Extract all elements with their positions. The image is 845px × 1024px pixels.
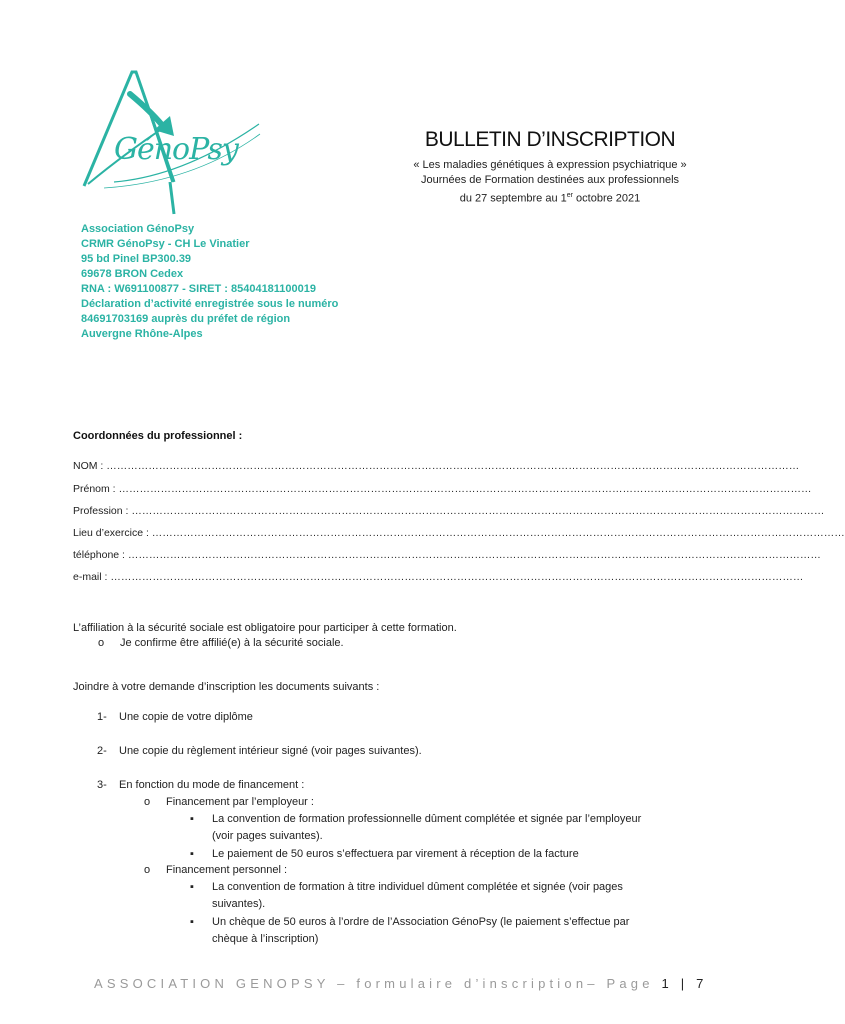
sub-sub-item bbox=[190, 848, 579, 860]
field-lieu-exercice[interactable] bbox=[73, 527, 845, 539]
page-title: BULLETIN D’INSCRIPTION bbox=[424, 128, 676, 151]
subtitle-date-end: octobre 2021 bbox=[572, 192, 641, 205]
field-prenom[interactable] bbox=[73, 483, 812, 495]
field-profession[interactable] bbox=[73, 505, 825, 517]
subtitle-line-1: « Les maladies génétiques à expression psychiatrique » bbox=[413, 159, 687, 171]
square-bullet-icon: ▪ bbox=[190, 881, 194, 893]
association-line: Auvergne Rhône-Alpes bbox=[81, 328, 203, 340]
list-item-text: Une copie du règlement intérieur signé (voir pages suivantes). bbox=[119, 745, 422, 757]
field-label: NOM : bbox=[73, 460, 107, 472]
subtitle-date-start: du 27 septembre au 1 bbox=[459, 192, 567, 205]
list-number: 2- bbox=[97, 745, 107, 757]
field-telephone[interactable] bbox=[73, 549, 821, 561]
association-address bbox=[81, 222, 338, 342]
subtitle-date-sup: er bbox=[566, 192, 573, 199]
field-dots: ……………………………………………………………………………………………………………………………………………………………………………… bbox=[127, 549, 821, 561]
footer-text: ASSOCIATION GENOPSY – formulaire d’inscription– Page bbox=[94, 976, 654, 991]
list-item-text: Une copie de votre diplôme bbox=[119, 711, 253, 723]
list-item-1 bbox=[97, 711, 253, 723]
footer-page-total: 7 bbox=[696, 976, 708, 991]
field-label: Profession : bbox=[73, 505, 132, 517]
sub-sub-item bbox=[190, 813, 641, 825]
genopsy-logo bbox=[74, 64, 264, 224]
association-line: 95 bd Pinel BP300.39 bbox=[81, 253, 192, 265]
square-bullet-icon: ▪ bbox=[190, 848, 194, 860]
list-number: 3- bbox=[97, 779, 107, 791]
association-line: 84691703169 auprès du préfet de région bbox=[81, 313, 291, 325]
field-label: Lieu d’exercice : bbox=[73, 527, 152, 539]
sub-item-employer bbox=[144, 796, 314, 808]
checkbox-marker-icon[interactable]: o bbox=[98, 637, 105, 649]
section-title-coordonnees: Coordonnées du professionnel : bbox=[73, 430, 243, 442]
list-number: 1- bbox=[97, 711, 107, 723]
list-item-3 bbox=[97, 779, 304, 791]
association-line: RNA : W691100877 - SIRET : 85404181100019 bbox=[81, 283, 317, 295]
association-line: Déclaration d’activité enregistrée sous le numéro bbox=[81, 298, 339, 310]
subtitle-line-3 bbox=[340, 188, 760, 207]
affiliation-notice: L’affiliation à la sécurité sociale est obligatoire pour participer à cette formation. bbox=[73, 622, 457, 634]
sub-sub-item-continuation: suivantes). bbox=[212, 898, 266, 910]
association-line: CRMR GénoPsy - CH Le Vinatier bbox=[81, 238, 250, 250]
affiliation-checkbox[interactable] bbox=[98, 637, 344, 649]
sub-sub-item-text: La convention de formation professionnelle dûment complétée et signée par l’employeur bbox=[212, 813, 642, 825]
sub-item-text: Financement personnel : bbox=[166, 864, 288, 876]
sub-sub-item-text: Un chèque de 50 euros à l’ordre de l’Association GénoPsy (le paiement s’effectue par bbox=[212, 916, 630, 928]
circle-bullet-icon: o bbox=[144, 796, 151, 808]
field-label: e-mail : bbox=[73, 571, 111, 583]
sub-sub-item bbox=[190, 916, 629, 928]
affiliation-option-text: Je confirme être affilié(e) à la sécurité sociale. bbox=[120, 637, 344, 649]
sub-sub-item-text: Le paiement de 50 euros s’effectuera par virement à réception de la facture bbox=[212, 848, 579, 860]
sub-sub-item-continuation: (voir pages suivantes). bbox=[212, 830, 323, 842]
list-item-text: En fonction du mode de financement : bbox=[119, 779, 305, 791]
field-dots: ……………………………………………………………………………………………………………………………………………………………………………… bbox=[151, 527, 845, 539]
list-item-2 bbox=[97, 745, 422, 757]
field-dots: ……………………………………………………………………………………………………………………………………………………………………………… bbox=[110, 571, 804, 583]
sub-sub-item-continuation: chèque à l’inscription) bbox=[212, 933, 319, 945]
sub-sub-item-text: La convention de formation à titre individuel dûment complétée et signée (voir pages bbox=[212, 881, 623, 893]
field-email[interactable] bbox=[73, 571, 804, 583]
title-block bbox=[340, 128, 760, 207]
field-dots: ……………………………………………………………………………………………………………………………………………………………………………… bbox=[118, 483, 812, 495]
association-line: 69678 BRON Cedex bbox=[81, 268, 184, 280]
sub-item-text: Financement par l’employeur : bbox=[166, 796, 314, 808]
footer-page-number: 1 bbox=[661, 976, 673, 991]
association-line: Association GénoPsy bbox=[81, 223, 195, 235]
subtitle-line-2: Journées de Formation destinées aux professionnels bbox=[420, 174, 680, 186]
field-dots: ……………………………………………………………………………………………………………………………………………………………………………… bbox=[131, 505, 825, 517]
field-label: Prénom : bbox=[73, 483, 119, 495]
field-nom[interactable] bbox=[73, 460, 800, 472]
sub-sub-item bbox=[190, 881, 623, 893]
sub-item-personal bbox=[144, 864, 287, 876]
documents-intro: Joindre à votre demande d’inscription les documents suivants : bbox=[73, 681, 380, 693]
field-dots: ……………………………………………………………………………………………………………………………………………………………………………… bbox=[106, 460, 800, 472]
circle-bullet-icon: o bbox=[144, 864, 151, 876]
square-bullet-icon: ▪ bbox=[190, 916, 194, 928]
field-label: téléphone : bbox=[73, 549, 128, 561]
logo-wordmark: GénoPsy bbox=[114, 132, 238, 167]
page-footer bbox=[94, 976, 708, 991]
footer-separator: | bbox=[672, 976, 697, 991]
square-bullet-icon: ▪ bbox=[190, 813, 194, 825]
